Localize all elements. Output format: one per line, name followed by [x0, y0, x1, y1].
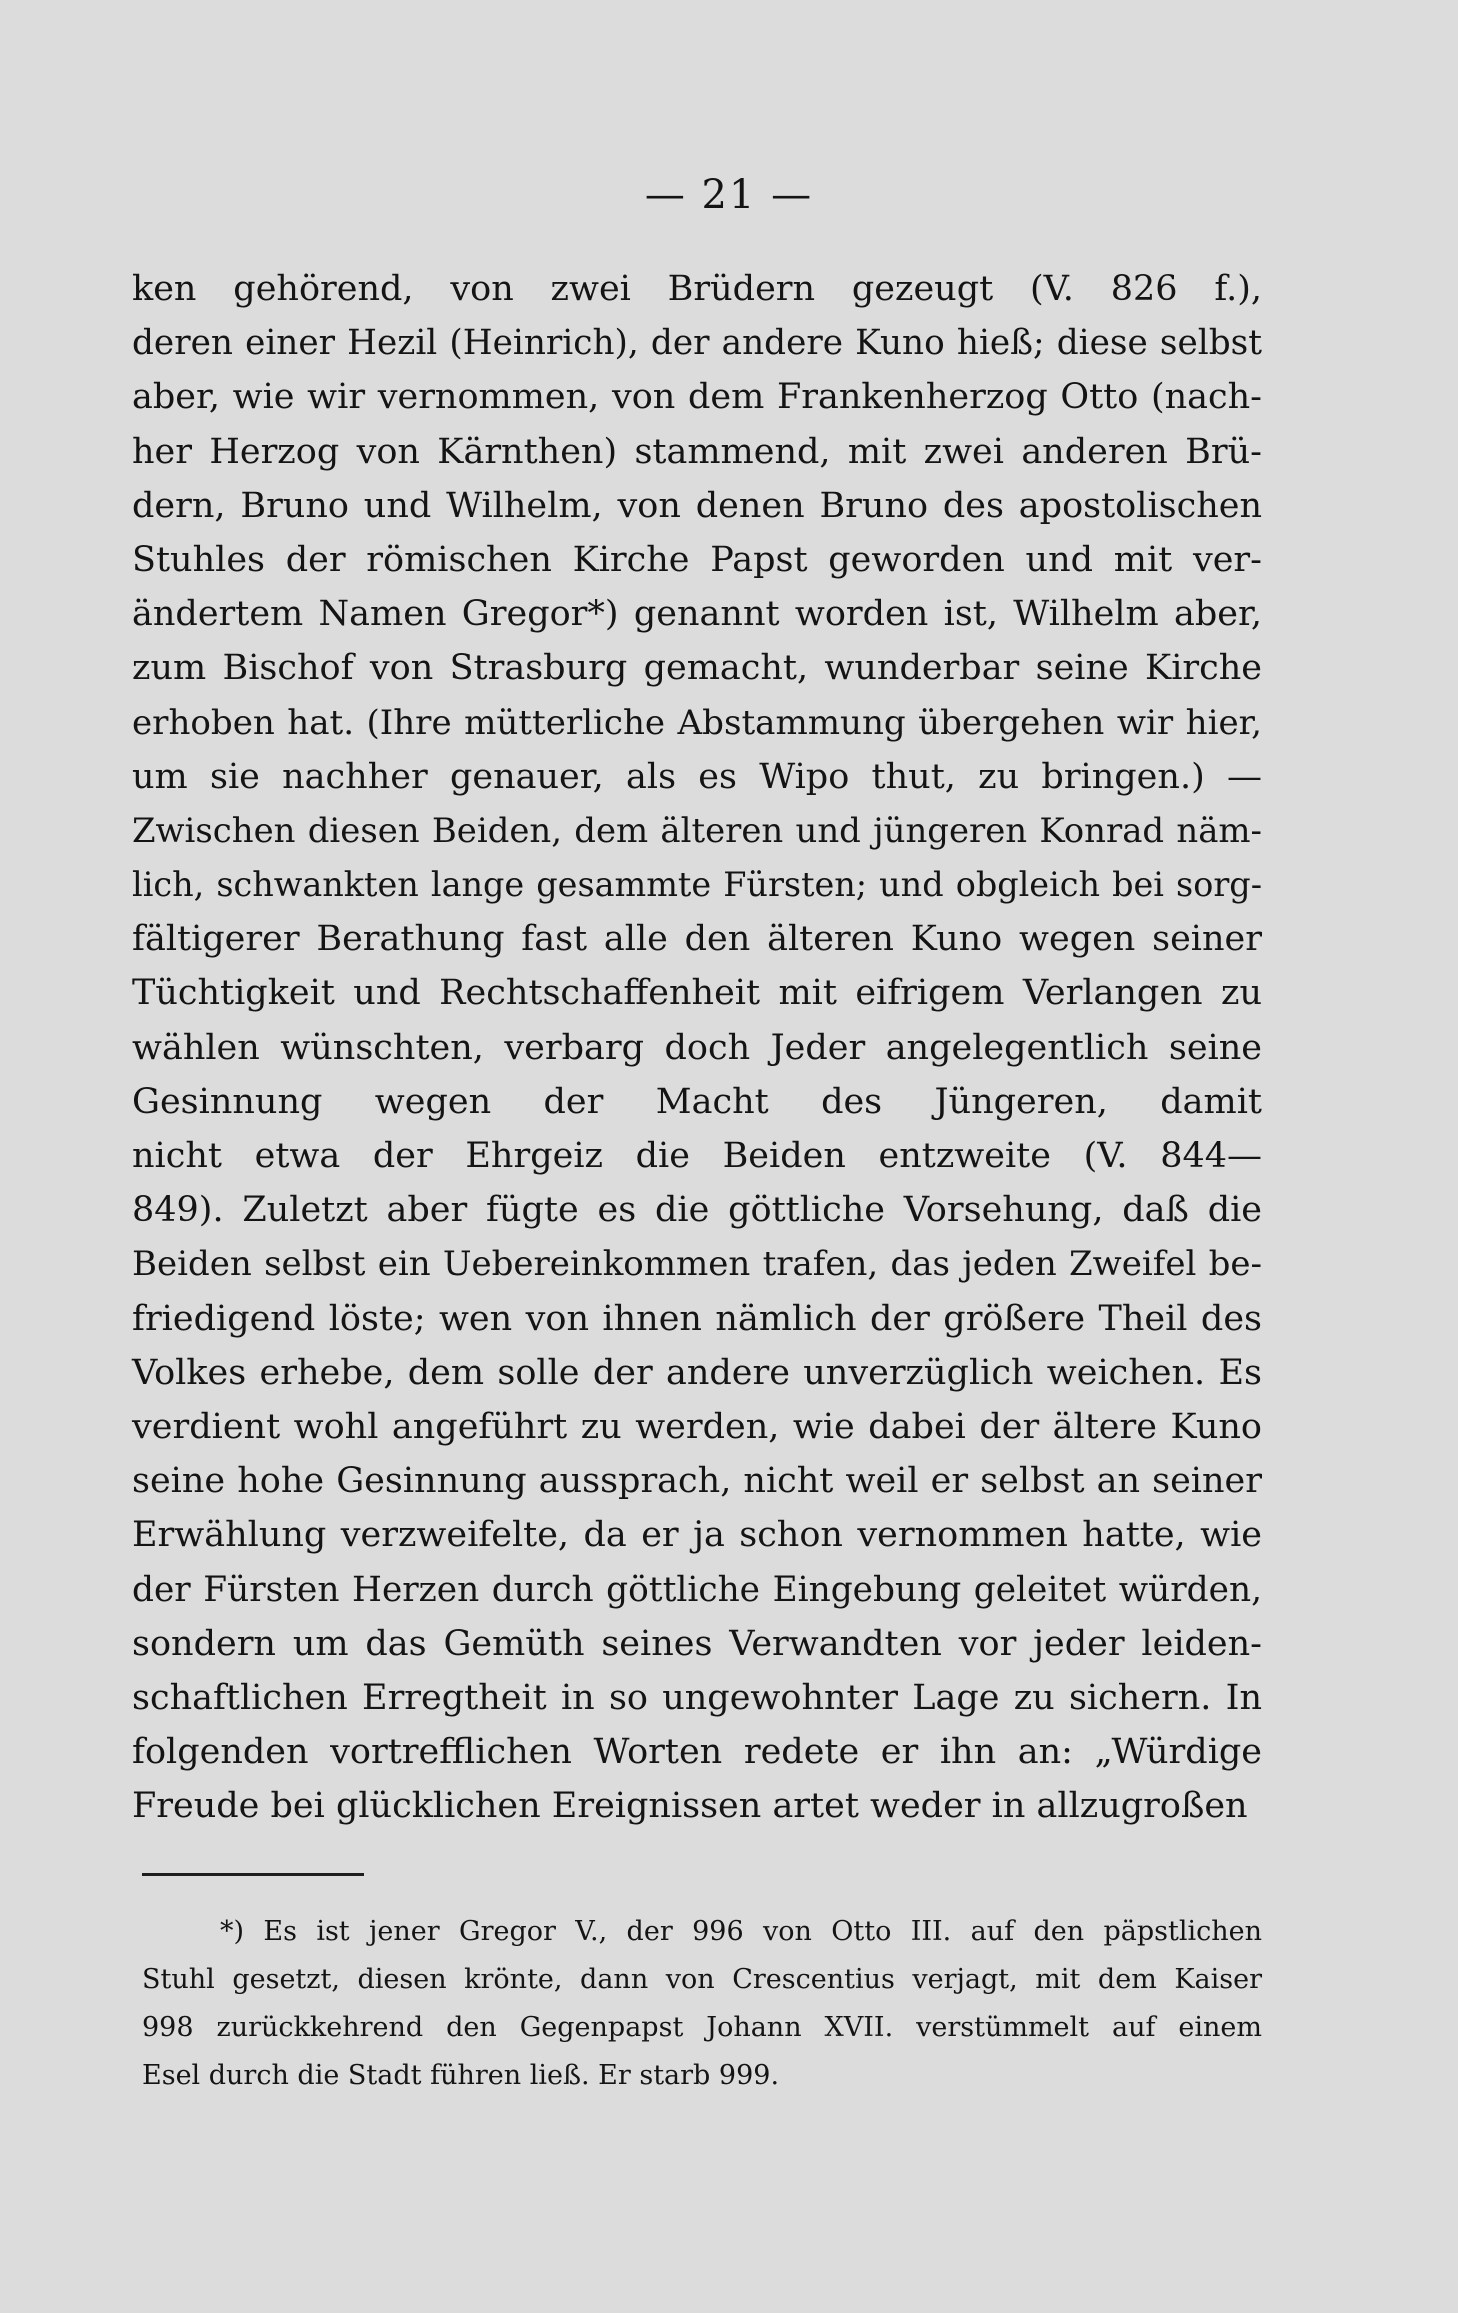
footnote-line: Stuhl gesetzt, diesen krönte, dann von Crescentius verjagt, mit dem Kaiser [142, 1964, 1262, 1995]
text-line: dern, Bruno und Wilhelm, von denen Bruno des apostolischen [132, 485, 1262, 526]
text-line: deren einer Hezil (Heinrich), der andere Kuno hieß; diese selbst [132, 323, 1262, 364]
footnote-line: 998 zurückkehrend den Gegenpapst Johann XVII. verstümmelt auf einem [142, 2012, 1262, 2043]
text-line: nicht etwa der Ehrgeiz die Beiden entzweite (V. 844— [132, 1136, 1262, 1176]
text-line: ken gehörend, von zwei Brüdern gezeugt (V. 826 f.), [132, 269, 1262, 309]
page-number: — 21 — [644, 172, 814, 218]
text-line: Stuhles der römischen Kirche Papst geworden und mit ver- [132, 539, 1262, 580]
footnote-line: *) Es ist jener Gregor V., der 996 von Otto III. auf den päpstlichen [220, 1916, 1262, 1947]
text-line: schaftlichen Erregtheit in so ungewohnter Lage zu sichern. In [132, 1677, 1262, 1718]
text-line: der Fürsten Herzen durch göttliche Eingebung geleitet würden, [132, 1569, 1262, 1610]
text-line: seine hohe Gesinnung aussprach, nicht weil er selbst an seiner [132, 1461, 1262, 1502]
footnote [142, 1908, 1262, 2100]
text-line: Tüchtigkeit und Rechtschaffenheit mit eifrigem Verlangen zu [132, 973, 1262, 1014]
text-line: aber, wie wir vernommen, von dem Frankenherzog Otto (nach- [132, 377, 1262, 418]
text-line: fältigerer Berathung fast alle den älteren Kuno wegen seiner [132, 919, 1262, 960]
text-line: Gesinnung wegen der Macht des Jüngeren, damit [132, 1081, 1262, 1122]
text-line: her Herzog von Kärnthen) stammend, mit zwei anderen Brü- [132, 431, 1262, 472]
text-line: ändertem Namen Gregor*) genannt worden ist, Wilhelm aber, [132, 594, 1262, 635]
body-text [132, 262, 1262, 1833]
text-line: Erwählung verzweifelte, da er ja schon vernommen hatte, wie [132, 1515, 1262, 1556]
text-line: lich, schwankten lange gesammte Fürsten; und obgleich bei sorg- [132, 865, 1262, 905]
text-line: zum Bischof von Strasburg gemacht, wunderbar seine Kirche [132, 648, 1262, 689]
text-line: folgenden vortrefflichen Worten redete er ihn an: „Würdige [132, 1732, 1262, 1773]
text-line: sondern um das Gemüth seines Verwandten vor jeder leiden- [132, 1623, 1262, 1664]
text-line: verdient wohl angeführt zu werden, wie dabei der ältere Kuno [132, 1406, 1262, 1447]
footnote-divider [142, 1873, 364, 1876]
text-line: 849). Zuletzt aber fügte es die göttliche Vorsehung, daß die [132, 1190, 1262, 1231]
text-line: Beiden selbst ein Uebereinkommen trafen, das jeden Zweifel be- [132, 1244, 1262, 1285]
text-line: Zwischen diesen Beiden, dem älteren und jüngeren Konrad näm- [132, 810, 1262, 850]
text-line: wählen wünschten, verbarg doch Jeder angelegentlich seine [132, 1027, 1262, 1068]
text-line: erhoben hat. (Ihre mütterliche Abstammung übergehen wir hier, [132, 702, 1262, 743]
text-line: Volkes erhebe, dem solle der andere unverzüglich weichen. Es [132, 1352, 1262, 1393]
text-line: um sie nachher genauer, als es Wipo thut, zu bringen.) — [132, 756, 1262, 797]
footnote-line: Esel durch die Stadt führen ließ. Er starb 999. [142, 2060, 780, 2091]
text-line: friedigend löste; wen von ihnen nämlich der größere Theil des [132, 1298, 1262, 1339]
text-line: Freude bei glücklichen Ereignissen artet weder in allzugroßen [132, 1786, 1248, 1827]
